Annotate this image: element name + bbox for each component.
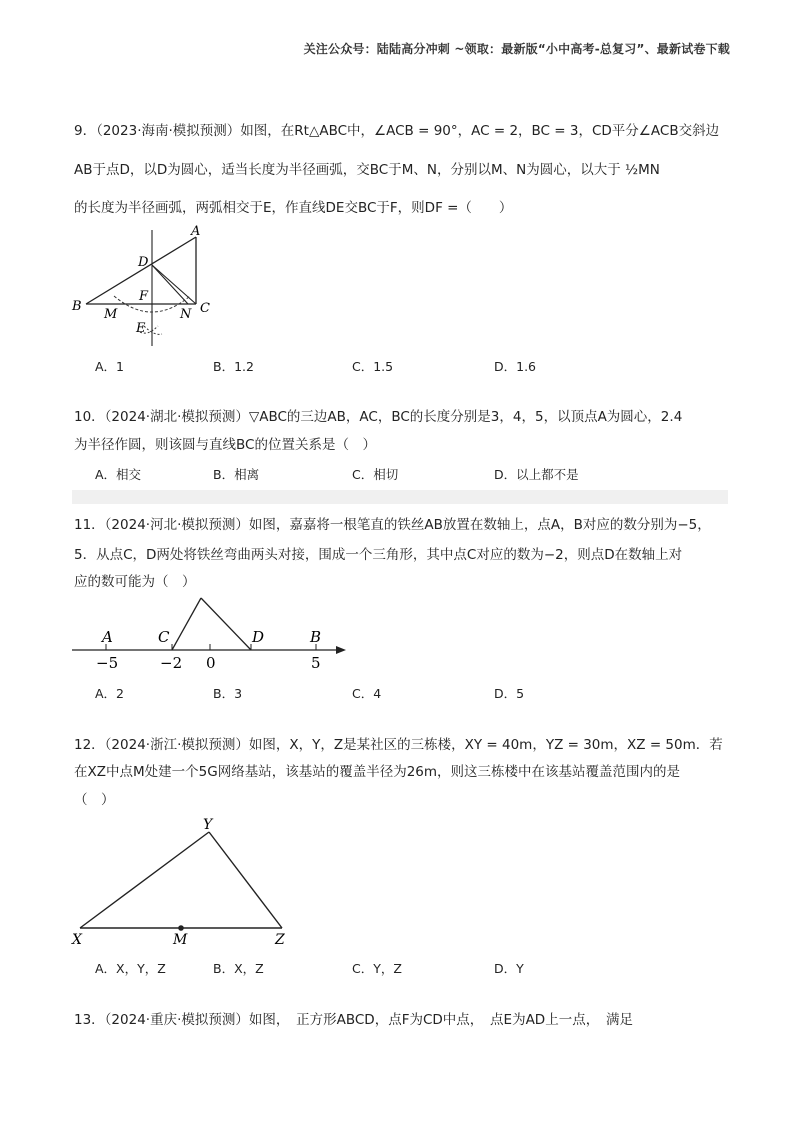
q11-label-b: B <box>310 628 322 646</box>
q12-label-m: M <box>173 932 188 948</box>
q12-segment-xy <box>80 832 209 928</box>
q11-option-d[interactable]: D．5 <box>494 686 525 701</box>
q12-segment-yz <box>209 832 282 928</box>
q11-option-c[interactable]: C．4 <box>352 686 382 701</box>
q10-option-c[interactable]: C．相切 <box>352 467 399 482</box>
q11-tick-label-neg2: −2 <box>160 654 183 672</box>
q9-option-b[interactable]: B．1.2 <box>213 359 254 374</box>
q10-option-b[interactable]: B．相离 <box>213 467 260 482</box>
q12-option-c[interactable]: C．Y，Z <box>352 961 402 976</box>
q12-option-a[interactable]: A．X，Y，Z <box>95 961 166 976</box>
page-header: 关注公众号：陆陆高分冲刺 ~领取：最新版“小中高考-总复习”、最新试卷下载 <box>303 42 730 56</box>
q12-option-d[interactable]: D．Y <box>494 961 524 976</box>
q12-label-y: Y <box>203 817 213 833</box>
q11-tick-label-neg5: −5 <box>96 654 119 672</box>
q9-segment-dn <box>152 265 188 304</box>
q11-label-d: D <box>252 628 265 646</box>
q9-label-m: M <box>104 307 118 322</box>
q9-line-2: AB于点D，以D为圆心，适当长度为半径画弧，交BC于M、N，分别以M、N为圆心，以大于 ½MN <box>74 162 660 178</box>
q12-label-z: Z <box>275 932 285 948</box>
q9-option-a[interactable]: A．1 <box>95 359 125 374</box>
q11-line-1: 11．（2024·河北·模拟预测）如图，嘉嘉将一根笔直的铁丝AB放置在数轴上，点A，B对应的数分别为−5， <box>74 517 711 533</box>
q9-label-a: A <box>191 224 201 239</box>
q9-label-b: B <box>72 299 82 314</box>
q10-line-1: 10．（2024·湖北·模拟预测）▽ABC的三边AB，AC，BC的长度分别是3，4，5，以顶点A为圆心，2.4 <box>74 409 683 425</box>
q11-wire-right <box>201 598 251 650</box>
q9-label-e: E <box>136 321 146 336</box>
q11-tick-label-0: 0 <box>206 654 216 672</box>
q10-option-d[interactable]: D．以上都不是 <box>494 467 579 482</box>
q12-option-b[interactable]: B．X，Z <box>213 961 264 976</box>
q13-line-1: 13．（2024·重庆·模拟预测）如图， 正方形ABCD，点F为CD中点， 点E为AD上一点， 满足 <box>74 1012 633 1028</box>
q12-point-m <box>178 925 184 931</box>
q9-label-c: C <box>200 301 210 316</box>
q11-tick-label-5: 5 <box>311 654 321 672</box>
q10-line-2: 为半径作圆，则该圆与直线BC的位置关系是（ ） <box>74 437 376 453</box>
q9-label-d: D <box>138 255 149 270</box>
q12-line-3: （ ） <box>74 792 115 808</box>
q11-option-b[interactable]: B．3 <box>213 686 243 701</box>
q11-wire-left <box>172 598 201 650</box>
q9-line-3: 的长度为半径画弧，两弧相交于E，作直线DE交BC于F，则DF =（ ） <box>74 200 513 216</box>
q11-label-a: A <box>102 628 113 646</box>
q11-figure <box>66 592 356 672</box>
q11-axis-arrow <box>336 646 346 654</box>
q12-line-1: 12．（2024·浙江·模拟预测）如图，X，Y，Z是某社区的三栋楼，XY = 40m，YZ = 30m，XZ = 50m．若 <box>74 737 723 753</box>
q9-option-d[interactable]: D．1.6 <box>494 359 537 374</box>
q9-figure <box>66 222 226 352</box>
q9-line-1: 9．（2023·海南·模拟预测）如图，在Rt△ABC中，∠ACB = 90°，AC = 2，BC = 3，CD平分∠ACB交斜边 <box>74 123 720 139</box>
q12-line-2: 在XZ中点M处建一个5G网络基站，该基站的覆盖半径为26m，则这三栋楼中在该基站覆盖范围内的是 <box>74 764 681 780</box>
section-divider <box>72 490 728 504</box>
q9-segment-cd <box>152 265 196 304</box>
q10-option-a[interactable]: A．相交 <box>95 467 142 482</box>
q12-figure <box>66 812 306 952</box>
q11-label-c: C <box>158 628 170 646</box>
q9-label-n: N <box>180 307 192 322</box>
q9-label-f: F <box>139 289 149 304</box>
q9-option-c[interactable]: C．1.5 <box>352 359 394 374</box>
q11-option-a[interactable]: A．2 <box>95 686 125 701</box>
q12-label-x: X <box>72 932 82 948</box>
q11-line-2: 5．从点C，D两处将铁丝弯曲两头对接，围成一个三角形，其中点C对应的数为−2，则点D在数轴上对 <box>74 547 683 563</box>
q11-line-3: 应的数可能为（ ） <box>74 574 196 590</box>
